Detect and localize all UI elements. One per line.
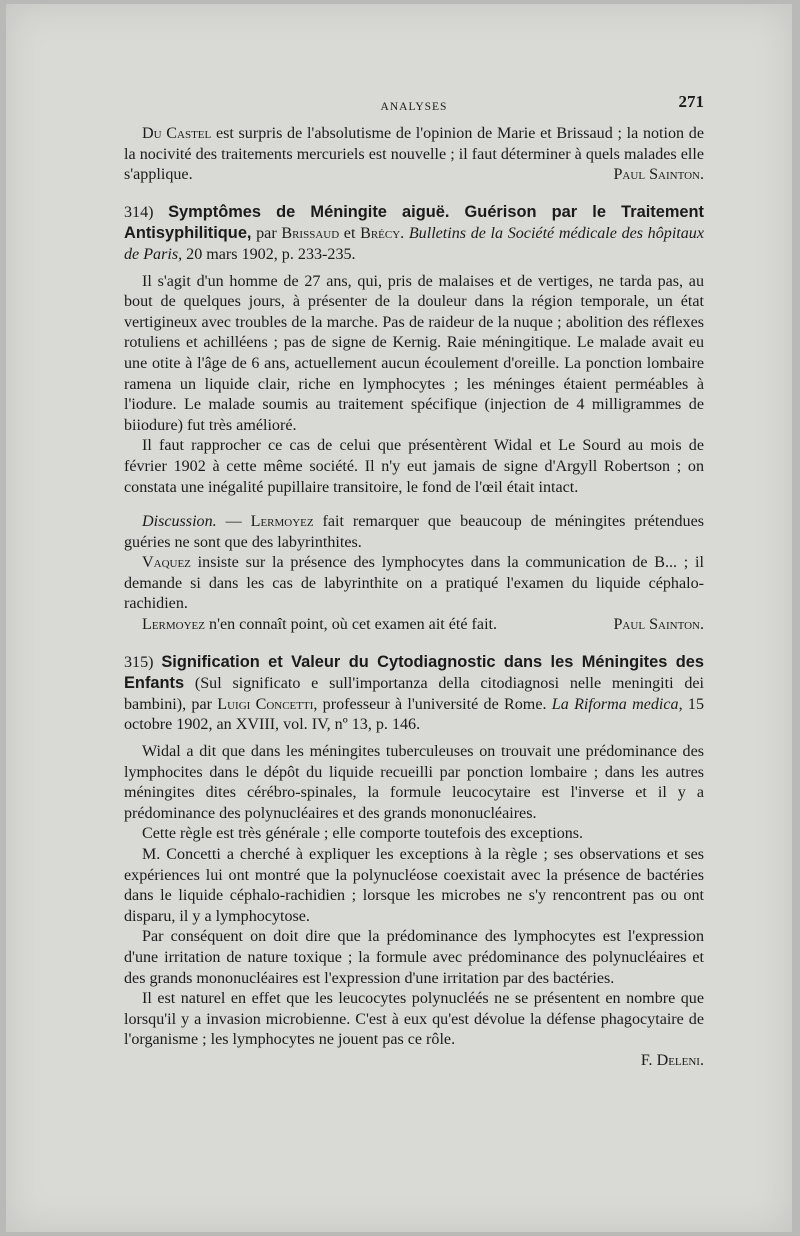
discussion-paragraph [124, 615, 704, 636]
intro-text: est surpris de l'absolutisme de l'opinion de Marie et Brissaud ; la notion de la nocivité des traitements mercuriels est nouvelle ; il faut déterminer à quels malades elle s'applique. [124, 125, 704, 184]
discussion-dash: — [216, 513, 251, 531]
discussion-author: Lermoyez [142, 616, 205, 634]
entry-number: 314) [124, 203, 154, 221]
intro-signature: Paul Sainton. [613, 166, 704, 184]
entry-by: par [251, 225, 282, 243]
discussion-text: insiste sur la présence des lymphocytes dans la communication de B... ; il demande si dans les cas de labyrinthite on a pratiqué l'examen du liquide céphalo-rachidien. [124, 554, 704, 613]
discussion-author: Lermoyez [250, 513, 314, 531]
entry-315-heading [124, 652, 704, 736]
entry-author: Brécy [360, 225, 401, 243]
entry-314-heading [124, 202, 704, 266]
discussion-author: Vaquez [142, 554, 191, 572]
entry-sep: . [400, 225, 409, 243]
body-paragraph: Il est naturel en effet que les leucocytes polynucléés ne se présentent en nombre que lorsqu'il y a invasion microbienne. C'est à eux qu'est dévolue la défense phagocytaire de l'organisme ; les lymphocytes ne jouent pas ce rôle. [124, 990, 704, 1049]
entry-reference: 20 mars 1902, p. 233-235. [182, 245, 356, 263]
body-paragraph: Il s'agit d'un homme de 27 ans, qui, pris de malaises et de vertiges, ne tarda pas, au bout de quelques jours, à présenter de la douleur dans la région temporale, un état vertigineux avec troubles de la marche. Pas de raideur de la nuque ; abolition des réflexes rotuliens et achilléens ; pas de signe de Kernig. Raie méningitique. Le malade avait eu une otite à l'âge de 6 ans, actuellement aucun écoulement d'oreille. La ponction lombaire ramena un liquide clair, riche en lymphocytes ; les méninges étaient perméables à l'iodure. Le malade soumis au traitement spécifique (injection de 4 milligrammes de biiodure) fut très amélioré. [124, 272, 704, 434]
scanned-page [6, 4, 792, 1232]
body-paragraph: Cette règle est très générale ; elle comporte toutefois des exceptions. [142, 825, 584, 843]
entry-signature [124, 1051, 704, 1072]
entry-title: Signification et Valeur du Cytodiagnostic dans les Méningites des Enfants [124, 652, 704, 693]
discussion-label: Discussion. [142, 513, 217, 531]
entry-subtitle: (Sul significato e sull'importanza della citodiagnosi nelle meningiti dei bambini), par [124, 675, 704, 713]
entry-author: Brissaud [281, 225, 340, 243]
entry-and: et [339, 225, 361, 243]
entry-signature: Paul Sainton. [613, 616, 704, 634]
entry-number: 315) [124, 653, 154, 671]
page-content [124, 94, 704, 1072]
body-paragraph: Il faut rapprocher ce cas de celui que présentèrent Widal et Le Sourd au mois de février 1902 à cette même société. Il n'y eut jamais de signe d'Argyll Robertson ; on constata une inégalité pupillaire transitoire, le fond de l'œil était intact. [124, 437, 704, 496]
body-paragraph: M. Concetti a cherché à expliquer les exceptions à la règle ; ses observations et ses expériences lui ont montré que la polynucléose coexistait avec la présence de bactéries dans le liquide céphalo-rachidien ; lorsque les microbes ne s'y rencontrent pas ou ont disparu, il y a lymphocytose. [124, 846, 704, 925]
body-paragraph: Par conséquent on doit dire que la prédominance des lymphocytes est l'expression d'une irritation de nature toxique ; la formule avec prédominance des polynucléaires et des grands mononucléaires est l'expression d'une irritation par des bactéries. [124, 928, 704, 987]
entry-affiliation: , professeur à l'université de Rome. [313, 695, 552, 713]
signature-name: Deleni. [656, 1051, 704, 1069]
entry-author: Luigi Concetti [217, 695, 314, 713]
intro-author: Du Castel [142, 125, 212, 142]
running-head: ANALYSES [380, 101, 448, 113]
entry-journal: La Riforma medica, [551, 695, 683, 713]
discussion-paragraph [124, 553, 704, 615]
discussion-paragraph [124, 512, 704, 553]
entry-title: Symptômes de Méningite aiguë. Guérison par le Traitement Antisyphilitique, [124, 202, 704, 243]
entry-journal: Bulletins de la Société médicale des hôpitaux de Paris, [124, 225, 704, 263]
signature-initial: F. [640, 1051, 657, 1069]
entry-reference: 15 octobre 1902, an XVIII, vol. IV, nº 13, p. 146. [124, 695, 704, 734]
discussion-text: fait remarquer que beaucoup de méningites prétendues guéries ne sont que des labyrinthites. [124, 513, 705, 551]
page-header [124, 94, 704, 124]
intro-paragraph [124, 124, 704, 186]
discussion-text: n'en connaît point, où cet examen ait été fait. [205, 616, 498, 634]
body-paragraph: Widal a dit que dans les méningites tuberculeuses on trouvait une prédominance des lymphocites dans le dépôt du liquide recueilli par ponction lombaire ; dans les autres méningites dites cérébro-spinales, la formule leucocytaire est l'inverse et il y a prédominance des polynucléaires et des grands mononucléaires. [124, 743, 704, 822]
page-number: 271 [678, 92, 704, 111]
